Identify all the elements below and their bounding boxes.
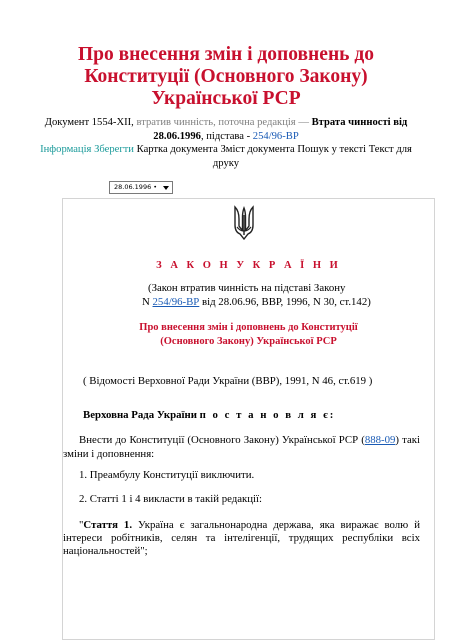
resolution-line [83, 409, 335, 423]
paragraph-item-1: 1. Преамбулу Конституції виключити. [79, 469, 255, 481]
chevron-down-icon [163, 186, 169, 190]
lost-force-line2 [142, 295, 402, 309]
document-title-line2: (Основного Закону) Української РСР [160, 335, 337, 347]
page-title-line2: Конституції (Основного Закону) [84, 66, 368, 87]
paragraph-item-2: 2. Статті 1 і 4 викласти в такій редакції: [79, 493, 263, 505]
basis-link[interactable]: 254/96-ВР [252, 130, 299, 142]
status-bold: Втрата чинності від 28.06.1996 [153, 117, 408, 142]
paragraph-intro-suffix: ) такі зміни і доповнення: [63, 434, 421, 460]
search-link[interactable]: Пошук у тексті [297, 144, 367, 155]
publication-reference: ( Відомості Верховної Ради України (ВВР), 1991, N 46, ст.619 ) [83, 375, 373, 387]
lost-force-line1: (Закон втратив чинність на підставі Закону [148, 282, 346, 294]
paragraph-intro [63, 433, 420, 461]
article-open-quote: " [79, 519, 84, 531]
document-title [63, 321, 434, 348]
page-title-line1: Про внесення змін і доповнень до [78, 44, 374, 65]
edition-select[interactable] [109, 181, 173, 194]
resolution-prefix: Верховна Рада України [83, 409, 197, 421]
doc-number: Документ 1554-XII, [44, 117, 134, 128]
trident-emblem-icon [232, 205, 256, 241]
lost-force-note [142, 281, 402, 309]
document-meta [40, 116, 412, 170]
print-link[interactable]: Текст для друку [212, 144, 412, 169]
paragraph-article-1 [63, 519, 420, 558]
page-title-line3: Української РСР [151, 88, 301, 109]
document-title-line1: Про внесення змін і доповнень до Конституції [139, 322, 358, 333]
article-label: Стаття 1. [83, 519, 133, 531]
card-link[interactable]: Картка документа [136, 144, 218, 155]
info-link[interactable]: Інформація [40, 144, 92, 155]
paragraph-intro-text: Внести до Конституції (Основного Закону) Української РСР ( [79, 434, 365, 446]
law-heading: З А К О Н У К Р А Ї Н И [156, 260, 341, 271]
article-text: Україна є загальнонародна держава, яка виражає волю й інтереси робітників, селян та інтелігенції, трудящих республіки всіх національностей"; [63, 519, 420, 557]
save-link[interactable]: Зберегти [94, 144, 134, 155]
edition-text: , поточна редакція — [213, 117, 309, 128]
lost-force-suffix: від 28.06.96, ВВР, 1996, N 30, ст.142) [202, 296, 371, 308]
page-title [40, 44, 412, 110]
basis-text: , підстава - [200, 130, 251, 142]
edition-select-value: 28.06.1996 • [114, 183, 158, 191]
constitution-link[interactable]: 888-09 [364, 434, 396, 446]
lost-force-prefix: N [142, 296, 150, 308]
resolution-verb: п о с т а н о в л я є: [199, 409, 336, 421]
document-body [62, 198, 435, 640]
status-lost-force: втратив чинність [136, 117, 214, 128]
contents-link[interactable]: Зміст документа [220, 144, 295, 155]
lost-force-link[interactable]: 254/96-ВР [152, 296, 200, 308]
